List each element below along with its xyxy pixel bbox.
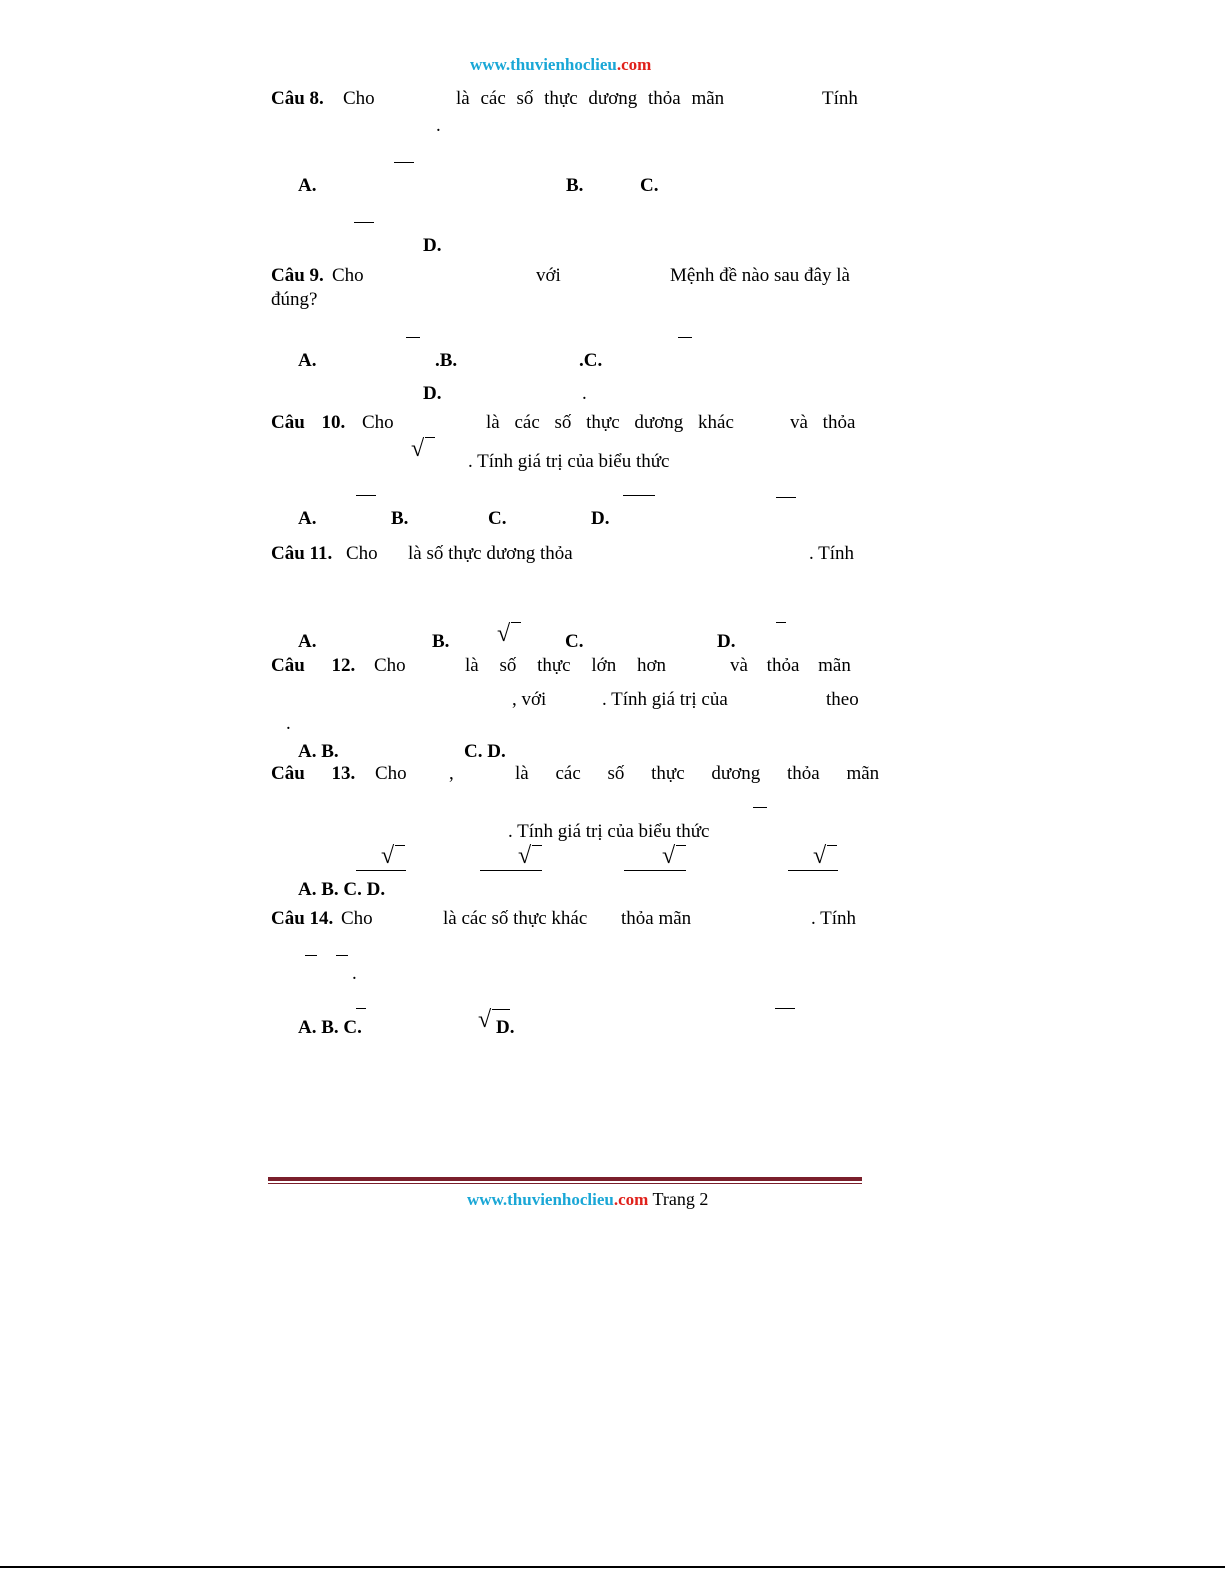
q10-text-1: Cho: [362, 412, 394, 433]
q10-sqrt-bar: [425, 437, 435, 438]
q10-sqrt-icon: √: [411, 436, 425, 462]
q12-text-4: , với: [512, 689, 547, 710]
q8-option-d[interactable]: D.: [423, 235, 442, 256]
q9-fraction-bar: [406, 337, 420, 338]
q13-fraction-bar-a: [356, 870, 406, 871]
q12-text-3: và thỏa mãn: [730, 655, 851, 676]
q9-text-2: với: [536, 265, 561, 286]
q12-text-1: Cho: [374, 655, 406, 676]
q14-fraction-bar-d: [775, 1008, 795, 1009]
q8-text-2: là các số thực dương thỏa mãn: [456, 88, 725, 109]
q10-fraction-bar-d: [776, 497, 796, 498]
q9-option-d[interactable]: D.: [423, 383, 442, 404]
q12-options-cd[interactable]: C. D.: [464, 741, 506, 762]
q14-text-3: thỏa mãn: [621, 908, 692, 929]
q14-fraction-bar-c: [356, 1008, 366, 1009]
q11-text-1: Cho: [346, 543, 378, 564]
q10-text-3: và thỏa: [790, 412, 856, 433]
q9-text-1: Cho: [332, 265, 364, 286]
q11-text-2: là số thực dương thỏa: [408, 543, 573, 564]
q12-text-7: .: [286, 713, 291, 734]
q13-text-1: Cho: [375, 763, 407, 784]
q12-text-6: theo: [826, 689, 859, 710]
q14-sqrt-bar: [492, 1009, 510, 1010]
q13-sqrt-bar-b: [532, 845, 542, 846]
q8-fraction-bar-2: [354, 222, 374, 223]
q14-sqrt-icon: √: [478, 1007, 492, 1033]
q14-fraction-bar-2: [336, 955, 348, 956]
q13-sqrt-icon-c: √: [662, 843, 676, 869]
q13-sqrt-bar-a: [395, 845, 405, 846]
footer: [467, 1190, 708, 1208]
q10-text-2: là các số thực dương khác: [486, 412, 734, 433]
q12-label: Câu 12.: [271, 655, 356, 676]
q13-sqrt-icon-b: √: [518, 843, 532, 869]
q14-text-1: Cho: [341, 908, 373, 929]
q13-sqrt-bar-c: [676, 845, 686, 846]
q14-option-d[interactable]: D.: [496, 1017, 515, 1038]
q8-option-a[interactable]: A.: [298, 175, 317, 196]
q8-fraction-bar: [394, 162, 414, 163]
q13-fraction-bar: [753, 807, 767, 808]
q8-text-1: Cho: [343, 88, 375, 109]
q10-label: Câu 10.: [271, 412, 346, 433]
footer-page-number: Trang 2: [648, 1189, 709, 1209]
q10-option-d[interactable]: D.: [591, 508, 610, 529]
q14-text-2: là các số thực khác: [443, 908, 588, 929]
q14-fraction-bar-1: [305, 955, 317, 956]
q13-fraction-bar-b: [480, 870, 542, 871]
q8-text-4: .: [436, 115, 441, 136]
q13-text-3: là các số thực dương thỏa mãn: [515, 763, 880, 784]
q13-sqrt-bar-d: [827, 845, 837, 846]
q13-sqrt-icon-d: √: [813, 843, 827, 869]
footer-url-main[interactable]: www.thuvienhoclieu: [467, 1190, 614, 1209]
q11-text-3: . Tính: [809, 543, 855, 564]
header-url-main: www.thuvienhoclieu: [470, 55, 617, 74]
q9-option-b[interactable]: .B.: [435, 350, 458, 371]
q10-option-a[interactable]: A.: [298, 508, 317, 529]
q10-option-b[interactable]: B.: [391, 508, 409, 529]
q10-fraction-bar-c: [623, 495, 655, 496]
q11-option-d[interactable]: D.: [717, 631, 736, 652]
q12-text-2: là số thực lớn hơn: [465, 655, 666, 676]
q13-fraction-bar-d: [788, 870, 838, 871]
q9-fraction-bar-2: [678, 337, 692, 338]
q14-label: Câu 14.: [271, 908, 334, 929]
q13-text-2: ,: [449, 763, 454, 784]
q10-fraction-bar-a: [356, 495, 376, 496]
q11-fraction-bar: [776, 622, 786, 623]
q14-text-5: .: [352, 963, 357, 984]
q8-label: Câu 8.: [271, 88, 324, 109]
q12-options-ab[interactable]: A. B.: [298, 741, 339, 762]
q11-option-c[interactable]: C.: [565, 631, 584, 652]
q13-text-4: . Tính giá trị của biểu thức: [508, 821, 710, 842]
q10-option-c[interactable]: C.: [488, 508, 507, 529]
q14-options-abc[interactable]: A. B. C.: [298, 1017, 362, 1038]
q14-text-4: . Tính: [811, 908, 857, 929]
footer-rule-thick: [268, 1177, 862, 1181]
header-url[interactable]: [470, 56, 651, 73]
q9-text-4: đúng?: [271, 289, 318, 310]
q8-option-b[interactable]: B.: [566, 175, 584, 196]
q8-text-3: Tính: [822, 88, 858, 109]
footer-url-com[interactable]: .com: [613, 1190, 649, 1209]
q11-sqrt-icon: √: [497, 621, 511, 647]
q9-option-c[interactable]: .C.: [579, 350, 603, 371]
q9-option-a[interactable]: A.: [298, 350, 317, 371]
q11-option-b[interactable]: B.: [432, 631, 450, 652]
q13-sqrt-icon-a: √: [381, 843, 395, 869]
q11-option-a[interactable]: A.: [298, 631, 317, 652]
header-url-com: .com: [616, 55, 652, 74]
q9-text-3: Mệnh đề nào sau đây là: [670, 265, 850, 286]
q13-fraction-bar-c: [624, 870, 686, 871]
footer-rule-thin: [268, 1183, 862, 1184]
q9-dot: .: [582, 383, 587, 404]
q11-label: Câu 11.: [271, 543, 333, 564]
q8-option-c[interactable]: C.: [640, 175, 659, 196]
page-bottom-border: [0, 1566, 1225, 1568]
q11-sqrt-bar: [511, 622, 521, 623]
q13-label: Câu 13.: [271, 763, 356, 784]
q9-label: Câu 9.: [271, 265, 324, 286]
q13-options[interactable]: A. B. C. D.: [298, 879, 386, 900]
q10-text-4: . Tính giá trị của biểu thức: [468, 451, 670, 472]
q12-text-5: . Tính giá trị của: [602, 689, 728, 710]
